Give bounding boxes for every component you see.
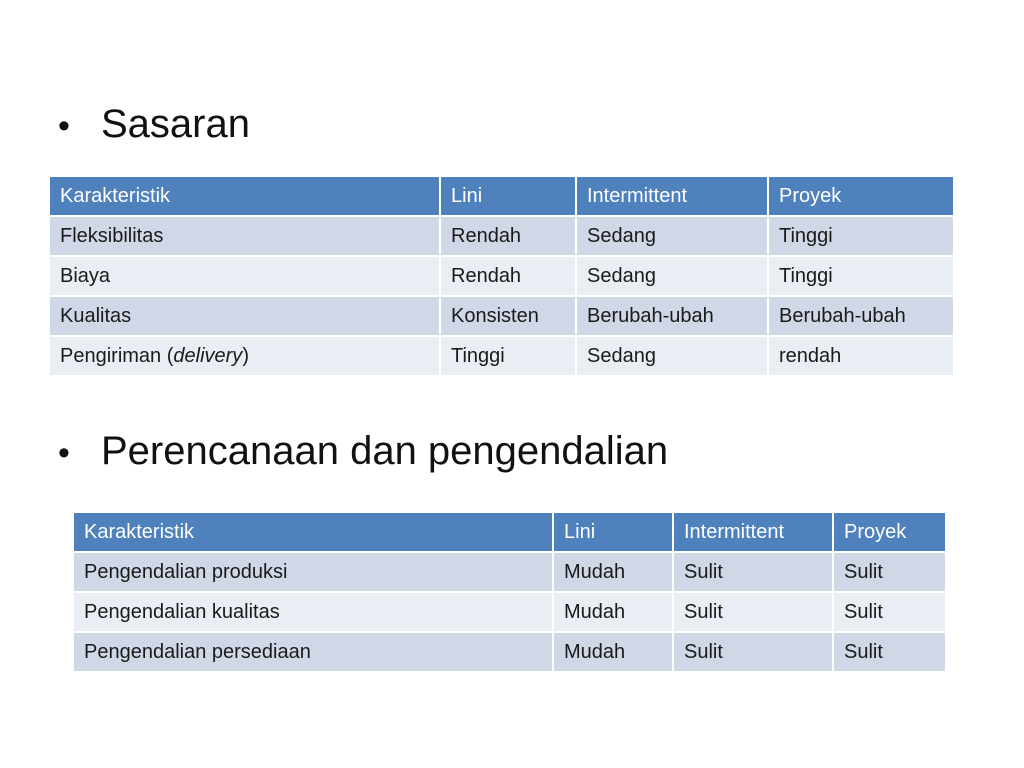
header-intermittent: Intermittent	[576, 176, 768, 216]
table-cell: Berubah-ubah	[576, 296, 768, 336]
table-cell: Tinggi	[768, 216, 954, 256]
table-cell: Mudah	[553, 592, 673, 632]
delivery-italic: delivery	[173, 344, 243, 367]
header-proyek: Proyek	[833, 512, 946, 552]
header-lini: Lini	[553, 512, 673, 552]
bullet-sasaran	[58, 104, 250, 144]
table-cell: Sulit	[673, 632, 833, 672]
header-proyek: Proyek	[768, 176, 954, 216]
bullet-perencanaan-text: Perencanaan dan pengendalian	[101, 429, 669, 473]
sasaran-table	[48, 175, 955, 377]
table-cell: Mudah	[553, 632, 673, 672]
perencanaan-table	[72, 511, 947, 673]
table-row	[73, 632, 946, 672]
table-row	[49, 216, 954, 256]
table-row	[73, 592, 946, 632]
table-cell: Sulit	[833, 552, 946, 592]
table-cell: Kualitas	[49, 296, 440, 336]
table-row	[49, 256, 954, 296]
table-cell: Pengendalian produksi	[73, 552, 553, 592]
bullet-perencanaan	[58, 431, 668, 471]
table-cell: rendah	[768, 336, 954, 376]
bullet-dot-icon: •	[58, 107, 70, 145]
table-header-row	[49, 176, 954, 216]
table-cell: Konsisten	[440, 296, 576, 336]
table-cell: Biaya	[49, 256, 440, 296]
table-cell: Berubah-ubah	[768, 296, 954, 336]
header-lini: Lini	[440, 176, 576, 216]
bullet-sasaran-text: Sasaran	[101, 102, 250, 146]
table-cell	[49, 336, 440, 376]
table-header-row	[73, 512, 946, 552]
table-cell: Rendah	[440, 216, 576, 256]
pengiriman-label: Pengiriman (	[60, 344, 174, 367]
delivery-close-paren: )	[242, 344, 249, 367]
table-cell: Sulit	[833, 592, 946, 632]
table-row	[73, 552, 946, 592]
table-cell: Mudah	[553, 552, 673, 592]
table-cell: Fleksibilitas	[49, 216, 440, 256]
table-cell: Pengendalian persediaan	[73, 632, 553, 672]
table-cell: Sedang	[576, 216, 768, 256]
table-cell: Sedang	[576, 336, 768, 376]
table-cell: Rendah	[440, 256, 576, 296]
table-row	[49, 296, 954, 336]
bullet-dot-icon: •	[58, 434, 70, 472]
table-cell: Sulit	[673, 592, 833, 632]
header-karakteristik: Karakteristik	[49, 176, 440, 216]
table-cell: Sulit	[673, 552, 833, 592]
header-intermittent: Intermittent	[673, 512, 833, 552]
table-cell: Sulit	[833, 632, 946, 672]
table-cell: Tinggi	[768, 256, 954, 296]
table-cell: Pengendalian kualitas	[73, 592, 553, 632]
table-cell: Sedang	[576, 256, 768, 296]
table-cell: Tinggi	[440, 336, 576, 376]
header-karakteristik: Karakteristik	[73, 512, 553, 552]
table-row	[49, 336, 954, 376]
